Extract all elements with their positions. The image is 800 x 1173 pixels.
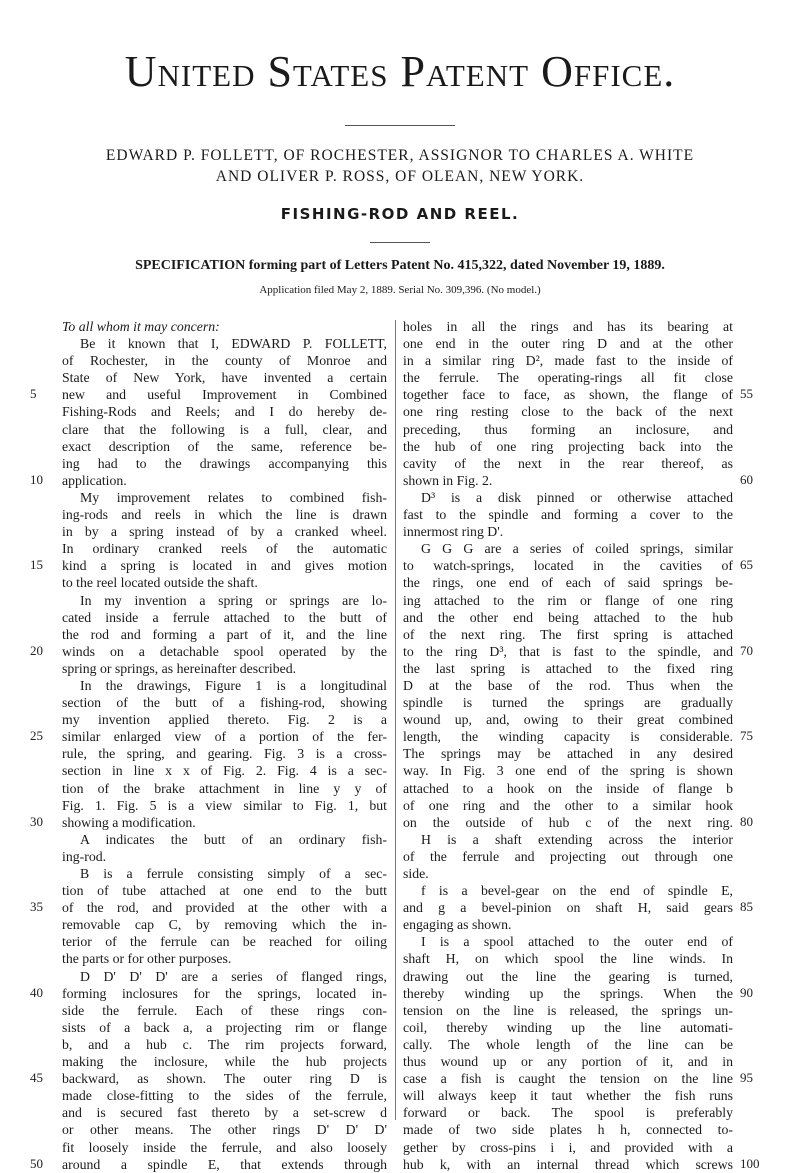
application-line: Application filed May 2, 1889. Serial No. 309,396. (No model.) — [259, 284, 541, 296]
line-number: 40 — [30, 984, 43, 1000]
text-line: shown in Fig. 2. — [403, 472, 493, 488]
text-line: Be it known that I, EDWARD P. FOLLETT, — [80, 336, 387, 352]
text-line: in a similar ring D², made fast to the inside of — [403, 353, 733, 369]
text-line: the rod and forming a part of it, and the line — [62, 626, 387, 642]
text-line: fit loosely inside the ferrule, and also loosely — [62, 1139, 387, 1155]
line-number: 30 — [30, 813, 43, 829]
text-line: forward or back. The spool is preferably — [403, 1105, 733, 1121]
office-heading: United States Patent Office. — [124, 47, 676, 96]
line-number: 100 — [740, 1155, 760, 1171]
text-line: In ordinary cranked reels of the automatic — [62, 541, 387, 557]
line-number: 95 — [740, 1070, 753, 1086]
text-line: spring or springs, as hereinafter described. — [62, 660, 297, 676]
text-line: D at the base of the rod. Thus when the — [403, 677, 733, 693]
text-line: way. In Fig. 3 one end of the spring is shown — [403, 763, 733, 779]
text-line: the hub of one ring projecting back into the — [403, 438, 733, 454]
text-line: made close-fitting to the sides of the ferrule, — [62, 1088, 387, 1104]
assignment-line-1: EDWARD P. FOLLETT, OF ROCHESTER, ASSIGNOR TO CHARLES A. WHITE — [105, 147, 695, 164]
text-line: side the ferrule. Each of these rings con- — [62, 1002, 387, 1018]
title-rule — [370, 242, 430, 243]
text-line: cavity of the next in the rear thereof, as — [403, 455, 733, 471]
text-line: the ferrule. The operating-rings all fit close — [403, 370, 733, 386]
text-line: exact description of the same, reference be- — [62, 438, 387, 454]
line-number: 45 — [30, 1070, 43, 1086]
text-line: coil, thereby winding up the line automati- — [403, 1019, 733, 1035]
text-line: Fig. 1. Fig. 5 is a view similar to Fig. 1, but — [62, 797, 387, 813]
text-line: length, the winding capacity is considerable. — [403, 729, 733, 745]
text-line: of the rod, and provided at the other with a — [62, 900, 387, 916]
text-line: fast to the spindle and forming a cover to the — [403, 507, 733, 523]
text-line: my invention applied thereto. Fig. 2 is a — [62, 712, 387, 728]
right-column — [403, 318, 733, 1173]
specification-line: SPECIFICATION forming part of Letters Patent No. 415,322, dated November 19, 1889. — [135, 258, 665, 273]
text-line: sists of a back a, a projecting rim or flange — [62, 1019, 387, 1035]
text-line: in by a spring instead of by a cranked wheel. — [62, 524, 387, 540]
text-line: and g a bevel-pinion on shaft H, said gears — [403, 900, 733, 916]
text-line: made of two side plates h h, connected to- — [403, 1122, 733, 1138]
text-line: backward, as shown. The outer ring D is — [62, 1071, 387, 1087]
text-line: to the ring D³, that is fast to the spindle, and — [403, 643, 733, 659]
text-line: In my invention a spring or springs are lo- — [80, 592, 387, 608]
text-line: To all whom it may concern: — [62, 319, 220, 334]
text-line: spindle is turned the springs are gradually — [403, 695, 733, 711]
text-line: hub k, with an internal thread which screws — [403, 1156, 733, 1172]
line-number: 25 — [30, 728, 43, 744]
text-line: forming inclosures for the springs, located in- — [62, 985, 387, 1001]
line-number: 20 — [30, 642, 43, 658]
text-line: ing-rod. — [62, 848, 107, 864]
text-line: G G G are a series of coiled springs, similar — [421, 541, 733, 557]
line-number: 65 — [740, 557, 753, 573]
line-number: 35 — [30, 899, 43, 915]
text-line: section in line x x of Fig. 2. Fig. 4 is a sec- — [62, 763, 387, 779]
text-line: case a fish is caught the tension on the line — [403, 1071, 733, 1087]
text-line: gether by cross-pins i i, and provided with a — [403, 1139, 733, 1155]
text-line: of the next ring. The first spring is attached — [403, 626, 733, 642]
text-line: tion of the brake attachment in line y y of — [62, 780, 387, 796]
line-number: 85 — [740, 899, 753, 915]
text-line: H is a shaft extending across the interior — [421, 831, 733, 847]
text-line: I is a spool attached to the outer end of — [421, 934, 733, 950]
text-line: thus wound up or any portion of it, and in — [403, 1054, 733, 1070]
text-line: to watch-springs, located in the cavities of — [403, 558, 733, 574]
text-line: the parts or for other purposes. — [62, 951, 232, 967]
text-line: the last spring is attached to the fixed ring — [403, 660, 733, 676]
text-line: cally. The whole length of the line can be — [403, 1036, 733, 1052]
text-line: attached to a hook on the inside of flange b — [403, 780, 733, 796]
line-number: 70 — [740, 642, 753, 658]
text-line: removable cap C, by removing which the in- — [62, 917, 387, 933]
text-line: Fishing-Rods and Reels; and I do hereby de- — [62, 404, 387, 420]
line-number: 55 — [740, 386, 753, 402]
text-line: innermost ring D'. — [403, 524, 504, 540]
column-divider — [395, 320, 396, 1120]
text-line: one ring resting close to the back of the next — [403, 404, 733, 420]
text-line: b, and a hub c. The rim projects forward, — [62, 1036, 387, 1052]
text-line: kind a spring is located in and gives motion — [62, 558, 387, 574]
line-number: 80 — [740, 813, 753, 829]
text-line: thereby winding up the springs. When the — [403, 985, 733, 1001]
text-line: will always keep it taut whether the fish runs — [403, 1088, 733, 1104]
text-line: ing attached to the rim or flange of one ring — [403, 592, 733, 608]
text-line: and the other end being attached to the hub — [403, 609, 733, 625]
text-line: section of the butt of a fishing-rod, showing — [62, 695, 387, 711]
line-number: 60 — [740, 471, 753, 487]
text-line: side. — [403, 866, 429, 881]
line-number: 15 — [30, 557, 43, 573]
line-number: 50 — [30, 1155, 43, 1171]
text-line: My improvement relates to combined fish- — [80, 489, 387, 505]
header-rule — [345, 125, 455, 126]
text-line: wound up, and, owing to their great combined — [403, 712, 733, 728]
text-line: of one ring and the other to a similar hook — [403, 797, 733, 813]
assignment-block — [40, 145, 760, 187]
line-number: 10 — [30, 471, 43, 487]
text-line: clare that the following is a full, clear, and — [62, 421, 387, 437]
text-line: one end in the outer ring D and at the other — [403, 336, 733, 352]
text-line: similar enlarged view of a portion of the fer- — [62, 729, 387, 745]
text-line: new and useful Improvement in Combined — [62, 387, 387, 403]
text-line: engaging as shown. — [403, 917, 512, 933]
text-line: A indicates the butt of an ordinary fish- — [80, 831, 387, 847]
text-line: D³ is a disk pinned or otherwise attached — [421, 489, 733, 505]
text-line: drawing out the line the gearing is turned, — [403, 968, 733, 984]
text-line: winds on a detachable spool operated by the — [62, 643, 387, 659]
text-line: ing-rods and reels in which the line is drawn — [62, 507, 387, 523]
text-line: shaft H, on which spool the line winds. In — [403, 951, 733, 967]
text-line: together face to face, as shown, the flange of — [403, 387, 733, 403]
text-line: tion of tube attached at one end to the butt — [62, 883, 387, 899]
line-number: 75 — [740, 728, 753, 744]
text-line: making the inclosure, while the hub projects — [62, 1054, 387, 1070]
text-line: cated inside a ferrule attached to the butt of — [62, 609, 387, 625]
text-line: of Rochester, in the county of Monroe and — [62, 353, 387, 369]
patent-title: FISHING-ROD AND REEL. — [280, 205, 520, 223]
text-line: or other means. The other rings D' D' D' — [62, 1122, 387, 1138]
line-number: 5 — [30, 386, 37, 402]
text-line: the rings, one end of each of said springs be- — [403, 575, 733, 591]
text-line: terior of the ferrule can be reached for oiling — [62, 934, 387, 950]
text-line: ing had to the drawings accompanying this — [62, 455, 387, 471]
text-line: application. — [62, 472, 127, 488]
text-line: and is secured fast thereto by a set-screw d — [62, 1105, 387, 1121]
text-line: tension on the line is released, the springs un- — [403, 1002, 733, 1018]
text-line: D D' D' D' are a series of flanged rings, — [80, 968, 387, 984]
text-line: on the outside of hub c of the next ring. — [403, 814, 733, 830]
text-line: The springs may be attached in any desired — [403, 746, 733, 762]
text-line: f is a bevel-gear on the end of spindle E, — [421, 883, 733, 899]
left-column — [62, 318, 387, 1173]
text-line: State of New York, have invented a certain — [62, 370, 387, 386]
text-line: showing a modification. — [62, 814, 196, 830]
text-line: to the reel located outside the shaft. — [62, 575, 258, 591]
assignment-line-2: AND OLIVER P. ROSS, OF OLEAN, NEW YORK. — [215, 168, 585, 185]
line-number: 90 — [740, 984, 753, 1000]
text-line: of the ferrule and projecting out through one — [403, 848, 733, 864]
text-line: rule, the spring, and gearing. Fig. 3 is a cross- — [62, 746, 387, 762]
text-line: holes in all the rings and has its bearing at — [403, 319, 733, 334]
text-line: preceding, thus forming an inclosure, and — [403, 421, 733, 437]
text-line: B is a ferrule consisting simply of a sec- — [80, 866, 387, 881]
text-line: In the drawings, Figure 1 is a longitudinal — [80, 677, 387, 693]
text-line: around a spindle E, that extends through — [62, 1156, 387, 1172]
